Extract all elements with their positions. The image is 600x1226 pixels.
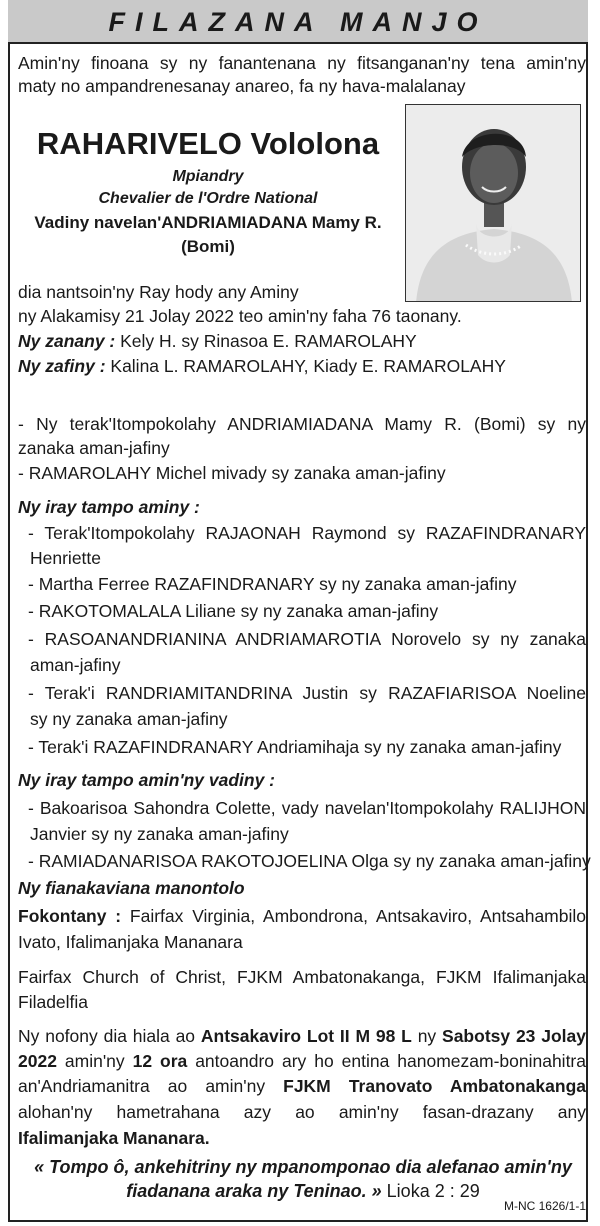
funeral-line-2	[18, 1050, 586, 1073]
sibling-line-6: aman-jafiny	[30, 655, 121, 675]
spouse-nickname: (Bomi)	[181, 237, 235, 256]
death-line-2: ny Alakamisy 21 Jolay 2022 teo amin'ny faha 76 taonany.	[18, 306, 462, 326]
spouse-line: Vadiny navelan'ANDRIAMIADANA Mamy R.	[34, 213, 382, 232]
sibling-line-5: - RASOANANDRIANINA ANDRIAMAROTIA Norovelo sy ny zanaka	[28, 629, 586, 649]
spouse-sibling-line-2: Janvier sy ny zanaka aman-jafiny	[30, 824, 289, 844]
family-line-1: - Ny terak'Itompokolahy ANDRIAMIADANA Mamy R. (Bomi) sy ny	[18, 414, 586, 434]
deceased-name: RAHARIVELO Vololona	[36, 126, 380, 161]
deceased-role: Mpiandry	[172, 168, 244, 185]
grandchildren-line	[18, 355, 588, 378]
siblings-heading: Ny iray tampo aminy :	[18, 497, 200, 517]
funeral-line-3	[18, 1075, 586, 1098]
fokontany-line-1	[18, 905, 586, 928]
fokontany-label: Fokontany :	[18, 906, 122, 926]
spouse-siblings-heading: Ny iray tampo amin'ny vadiny :	[18, 770, 276, 790]
funeral-text: an'Andriamanitra ao amin'ny	[18, 1076, 284, 1096]
fokontany-places: Fairfax Virginia, Ambondrona, Antsakaviro, Antsahambilo	[121, 906, 586, 926]
verse-reference: Lioka 2 : 29	[381, 1181, 480, 1201]
burial-place: Ifalimanjaka Mananara.	[18, 1128, 210, 1148]
funeral-time: 12 ora	[132, 1051, 188, 1071]
funeral-address: Antsakaviro Lot II M 98 L	[200, 1026, 412, 1046]
funeral-text: amin'ny	[56, 1051, 133, 1071]
family-line-2: zanaka aman-jafiny	[18, 438, 170, 458]
ad-reference: M-NC 1626/1-1	[503, 1199, 586, 1213]
sibling-line-1: - Terak'Itompokolahy RAJAONAH Raymond sy RAZAFINDRANARY	[28, 523, 586, 543]
funeral-date: Sabotsy 23 Jolay	[442, 1026, 586, 1046]
sibling-line-7: - Terak'i RANDRIAMITANDRINA Justin sy RAZAFIARISOA Noeline	[28, 683, 586, 703]
children-line	[18, 330, 588, 353]
funeral-line-4: alohan'ny hametrahana azy ao amin'ny fasan-drazany any	[18, 1102, 586, 1122]
grandchildren-label: Ny zafiny :	[18, 356, 106, 376]
spouse-sibling-line-1: - Bakoarisoa Sahondra Colette, vady navelan'Itompokolahy RALIJHON	[28, 798, 586, 818]
family-line-3: - RAMAROLAHY Michel mivady sy zanaka aman-jafiny	[18, 463, 446, 483]
verse-line-1: « Tompo ô, ankehitriny ny mpanomponao dia alefanao amin'ny	[34, 1157, 572, 1177]
fokontany-line-2: Ivato, Ifalimanjaka Mananara	[18, 932, 243, 952]
grandchildren-names: Kalina L. RAMAROLAHY, Kiady E. RAMAROLAHY	[105, 356, 506, 376]
death-line-1: dia nantsoin'ny Ray hody any Aminy	[18, 282, 299, 302]
spouse-sibling-line-3: - RAMIADANARISOA RAKOTOJOELINA Olga sy ny zanaka aman-jafiny	[28, 851, 591, 871]
verse-line-2	[18, 1180, 588, 1203]
intro-line-1: Amin'ny finoana sy ny fanantenana ny fitsanganan'ny tena amin'ny	[18, 53, 586, 73]
churches-line-2: Filadelfia	[18, 992, 89, 1012]
sibling-line-9: - Terak'i RAZAFINDRANARY Andriamihaja sy ny zanaka aman-jafiny	[28, 737, 562, 757]
children-label: Ny zanany :	[18, 331, 116, 351]
funeral-church: FJKM Tranovato Ambatonakanga	[283, 1076, 586, 1096]
portrait-photo	[405, 104, 581, 302]
sibling-line-2: Henriette	[30, 548, 102, 568]
children-names: Kely H. sy Rinasoa E. RAMAROLAHY	[115, 331, 417, 351]
funeral-text: ny	[411, 1026, 443, 1046]
funeral-line-1	[18, 1025, 586, 1048]
intro-line-2: maty no ampandrenesanay anareo, fa ny hava-malalanay	[18, 76, 466, 96]
sibling-line-4: - RAKOTOMALALA Liliane sy ny zanaka aman-jafiny	[28, 601, 439, 621]
churches-line-1: Fairfax Church of Christ, FJKM Ambatonakanga, FJKM Ifalimanjaka	[18, 967, 586, 987]
sibling-line-8: sy ny zanaka aman-jafiny	[30, 709, 228, 729]
sibling-line-3: - Martha Ferree RAZAFINDRANARY sy ny zanaka aman-jafiny	[28, 574, 517, 594]
notice-banner: FILAZANA MANJO	[8, 0, 588, 44]
funeral-year: 2022	[18, 1051, 57, 1071]
funeral-text: antoandro ary ho entina hanomezam-boninahitra	[187, 1051, 586, 1071]
funeral-text: Ny nofony dia hiala ao	[18, 1026, 201, 1046]
portrait-illustration	[406, 105, 581, 302]
deceased-honor: Chevalier de l'Ordre National	[98, 190, 318, 207]
extended-family-heading: Ny fianakaviana manontolo	[18, 878, 245, 898]
verse-text: fiadanana araka ny Teninao. »	[126, 1181, 382, 1201]
